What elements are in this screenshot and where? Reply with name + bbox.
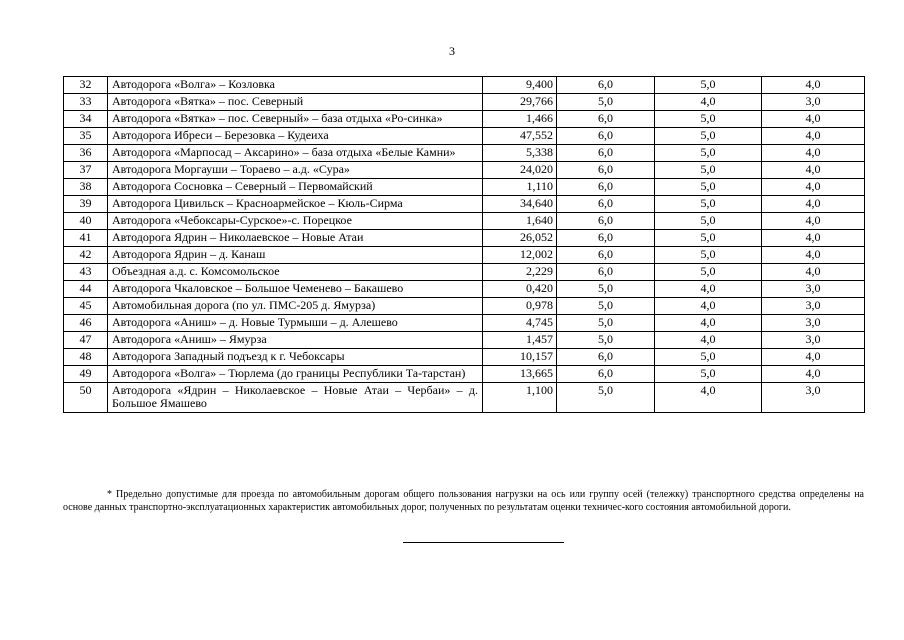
axle-load-3: 4,0 xyxy=(762,179,865,196)
road-name: Автодорога «Чебоксары-Сурское»-с. Порецкое xyxy=(108,213,483,230)
axle-load-2: 5,0 xyxy=(655,247,762,264)
road-name: Автодорога Ядрин – Николаевское – Новые Атаи xyxy=(108,230,483,247)
road-name: Автодорога «Волга» – Тюрлема (до границы Республики Та-тарстан) xyxy=(108,366,483,383)
axle-load-3: 3,0 xyxy=(762,315,865,332)
road-length: 24,020 xyxy=(483,162,557,179)
road-name: Автодорога Чкаловское – Большое Чеменево – Бакашево xyxy=(108,281,483,298)
row-number: 40 xyxy=(64,213,108,230)
axle-load-3: 4,0 xyxy=(762,128,865,145)
road-name: Автодорога Западный подъезд к г. Чебоксары xyxy=(108,349,483,366)
axle-load-3: 4,0 xyxy=(762,366,865,383)
row-number: 49 xyxy=(64,366,108,383)
table-row xyxy=(64,196,865,213)
table-row xyxy=(64,332,865,349)
row-number: 45 xyxy=(64,298,108,315)
roads-table-body xyxy=(64,77,865,413)
row-number: 47 xyxy=(64,332,108,349)
axle-load-2: 5,0 xyxy=(655,196,762,213)
axle-load-3: 4,0 xyxy=(762,213,865,230)
road-length: 5,338 xyxy=(483,145,557,162)
axle-load-2: 4,0 xyxy=(655,281,762,298)
axle-load-3: 4,0 xyxy=(762,349,865,366)
table-row xyxy=(64,145,865,162)
row-number: 36 xyxy=(64,145,108,162)
axle-load-2: 5,0 xyxy=(655,128,762,145)
road-length: 1,457 xyxy=(483,332,557,349)
table-row xyxy=(64,230,865,247)
road-name: Объездная а.д. с. Комсомольское xyxy=(108,264,483,281)
road-name: Автодорога «Аниш» – д. Новые Турмыши – д. Алешево xyxy=(108,315,483,332)
table-row xyxy=(64,111,865,128)
road-length: 10,157 xyxy=(483,349,557,366)
table-row xyxy=(64,128,865,145)
table-row xyxy=(64,281,865,298)
row-number: 48 xyxy=(64,349,108,366)
axle-load-2: 5,0 xyxy=(655,179,762,196)
road-length: 9,400 xyxy=(483,77,557,94)
axle-load-1: 6,0 xyxy=(557,179,655,196)
road-name: Автодорога Ибреси – Березовка – Кудеиха xyxy=(108,128,483,145)
row-number: 38 xyxy=(64,179,108,196)
axle-load-2: 5,0 xyxy=(655,145,762,162)
axle-load-3: 4,0 xyxy=(762,264,865,281)
axle-load-3: 4,0 xyxy=(762,77,865,94)
axle-load-2: 5,0 xyxy=(655,213,762,230)
table-row xyxy=(64,366,865,383)
axle-load-2: 4,0 xyxy=(655,298,762,315)
axle-load-3: 3,0 xyxy=(762,383,865,413)
road-length: 47,552 xyxy=(483,128,557,145)
row-number: 39 xyxy=(64,196,108,213)
axle-load-1: 6,0 xyxy=(557,366,655,383)
axle-load-1: 5,0 xyxy=(557,281,655,298)
axle-load-1: 6,0 xyxy=(557,264,655,281)
table-row xyxy=(64,264,865,281)
axle-load-1: 5,0 xyxy=(557,315,655,332)
axle-load-3: 3,0 xyxy=(762,332,865,349)
row-number: 46 xyxy=(64,315,108,332)
road-name: Автодорога «Вятка» – пос. Северный» – база отдыха «Ро-синка» xyxy=(108,111,483,128)
road-name: Автодорога Сосновка – Северный – Первомайский xyxy=(108,179,483,196)
road-name: Автодорога «Волга» – Козловка xyxy=(108,77,483,94)
axle-load-3: 4,0 xyxy=(762,196,865,213)
road-length: 0,978 xyxy=(483,298,557,315)
page-number: 3 xyxy=(449,44,455,58)
road-length: 2,229 xyxy=(483,264,557,281)
row-number: 33 xyxy=(64,94,108,111)
table-row xyxy=(64,162,865,179)
road-length: 1,466 xyxy=(483,111,557,128)
road-length: 29,766 xyxy=(483,94,557,111)
axle-load-2: 5,0 xyxy=(655,162,762,179)
road-name: Автодорога Моргауши – Тораево – а.д. «Сура» xyxy=(108,162,483,179)
axle-load-3: 4,0 xyxy=(762,111,865,128)
road-length: 1,100 xyxy=(483,383,557,413)
table-row xyxy=(64,179,865,196)
row-number: 32 xyxy=(64,77,108,94)
table-row xyxy=(64,349,865,366)
road-length: 4,745 xyxy=(483,315,557,332)
road-name: Автодорога «Марпосад – Аксарино» – база отдыха «Белые Камни» xyxy=(108,145,483,162)
road-name: Автомобильная дорога (по ул. ПМС-205 д. Ямурза) xyxy=(108,298,483,315)
table-row xyxy=(64,315,865,332)
table-row xyxy=(64,247,865,264)
axle-load-1: 5,0 xyxy=(557,332,655,349)
axle-load-1: 6,0 xyxy=(557,128,655,145)
road-length: 12,002 xyxy=(483,247,557,264)
roads-table xyxy=(63,76,865,413)
row-number: 50 xyxy=(64,383,108,413)
row-number: 43 xyxy=(64,264,108,281)
axle-load-1: 6,0 xyxy=(557,196,655,213)
table-row xyxy=(64,77,865,94)
axle-load-3: 4,0 xyxy=(762,162,865,179)
axle-load-1: 6,0 xyxy=(557,247,655,264)
row-number: 44 xyxy=(64,281,108,298)
row-number: 42 xyxy=(64,247,108,264)
row-number: 37 xyxy=(64,162,108,179)
axle-load-1: 6,0 xyxy=(557,77,655,94)
axle-load-3: 3,0 xyxy=(762,94,865,111)
road-length: 1,110 xyxy=(483,179,557,196)
axle-load-1: 5,0 xyxy=(557,298,655,315)
table-row xyxy=(64,298,865,315)
road-length: 13,665 xyxy=(483,366,557,383)
axle-load-1: 6,0 xyxy=(557,230,655,247)
axle-load-3: 4,0 xyxy=(762,145,865,162)
axle-load-2: 4,0 xyxy=(655,94,762,111)
row-number: 41 xyxy=(64,230,108,247)
axle-load-3: 3,0 xyxy=(762,298,865,315)
row-number: 34 xyxy=(64,111,108,128)
road-name: Автодорога «Аниш» – Ямурза xyxy=(108,332,483,349)
road-length: 1,640 xyxy=(483,213,557,230)
axle-load-1: 6,0 xyxy=(557,213,655,230)
table-row xyxy=(64,94,865,111)
footnote: * Предельно допустимые для проезда по автомобильным дорогам общего пользования нагрузки на ось или группу осей (тележку) транспортного средства определены на основе данных транспортно-эксплуатационных характеристик автомобильных дорог, полученных по результатам оценки техничес-кого состояния автомобильной дороги. xyxy=(63,489,864,513)
road-length: 34,640 xyxy=(483,196,557,213)
axle-load-1: 6,0 xyxy=(557,349,655,366)
road-name: Автодорога «Вятка» – пос. Северный xyxy=(108,94,483,111)
axle-load-3: 4,0 xyxy=(762,247,865,264)
axle-load-2: 4,0 xyxy=(655,315,762,332)
axle-load-2: 4,0 xyxy=(655,332,762,349)
axle-load-2: 5,0 xyxy=(655,264,762,281)
axle-load-1: 6,0 xyxy=(557,111,655,128)
axle-load-2: 5,0 xyxy=(655,366,762,383)
axle-load-2: 5,0 xyxy=(655,349,762,366)
axle-load-1: 5,0 xyxy=(557,94,655,111)
axle-load-3: 4,0 xyxy=(762,230,865,247)
row-number: 35 xyxy=(64,128,108,145)
axle-load-2: 5,0 xyxy=(655,111,762,128)
axle-load-3: 3,0 xyxy=(762,281,865,298)
axle-load-1: 6,0 xyxy=(557,145,655,162)
table-row xyxy=(64,383,865,413)
table-row xyxy=(64,213,865,230)
road-length: 0,420 xyxy=(483,281,557,298)
road-length: 26,052 xyxy=(483,230,557,247)
road-name: Автодорога Ядрин – д. Канаш xyxy=(108,247,483,264)
axle-load-2: 4,0 xyxy=(655,383,762,413)
axle-load-2: 5,0 xyxy=(655,77,762,94)
axle-load-2: 5,0 xyxy=(655,230,762,247)
road-name: Автодорога «Ядрин – Николаевское – Новые Атаи – Чербаи» – д. Большое Ямашево xyxy=(108,383,483,413)
footnote-divider xyxy=(403,542,564,543)
axle-load-1: 6,0 xyxy=(557,162,655,179)
axle-load-1: 5,0 xyxy=(557,383,655,413)
road-name: Автодорога Цивильск – Красноармейское – Кюль-Сирма xyxy=(108,196,483,213)
